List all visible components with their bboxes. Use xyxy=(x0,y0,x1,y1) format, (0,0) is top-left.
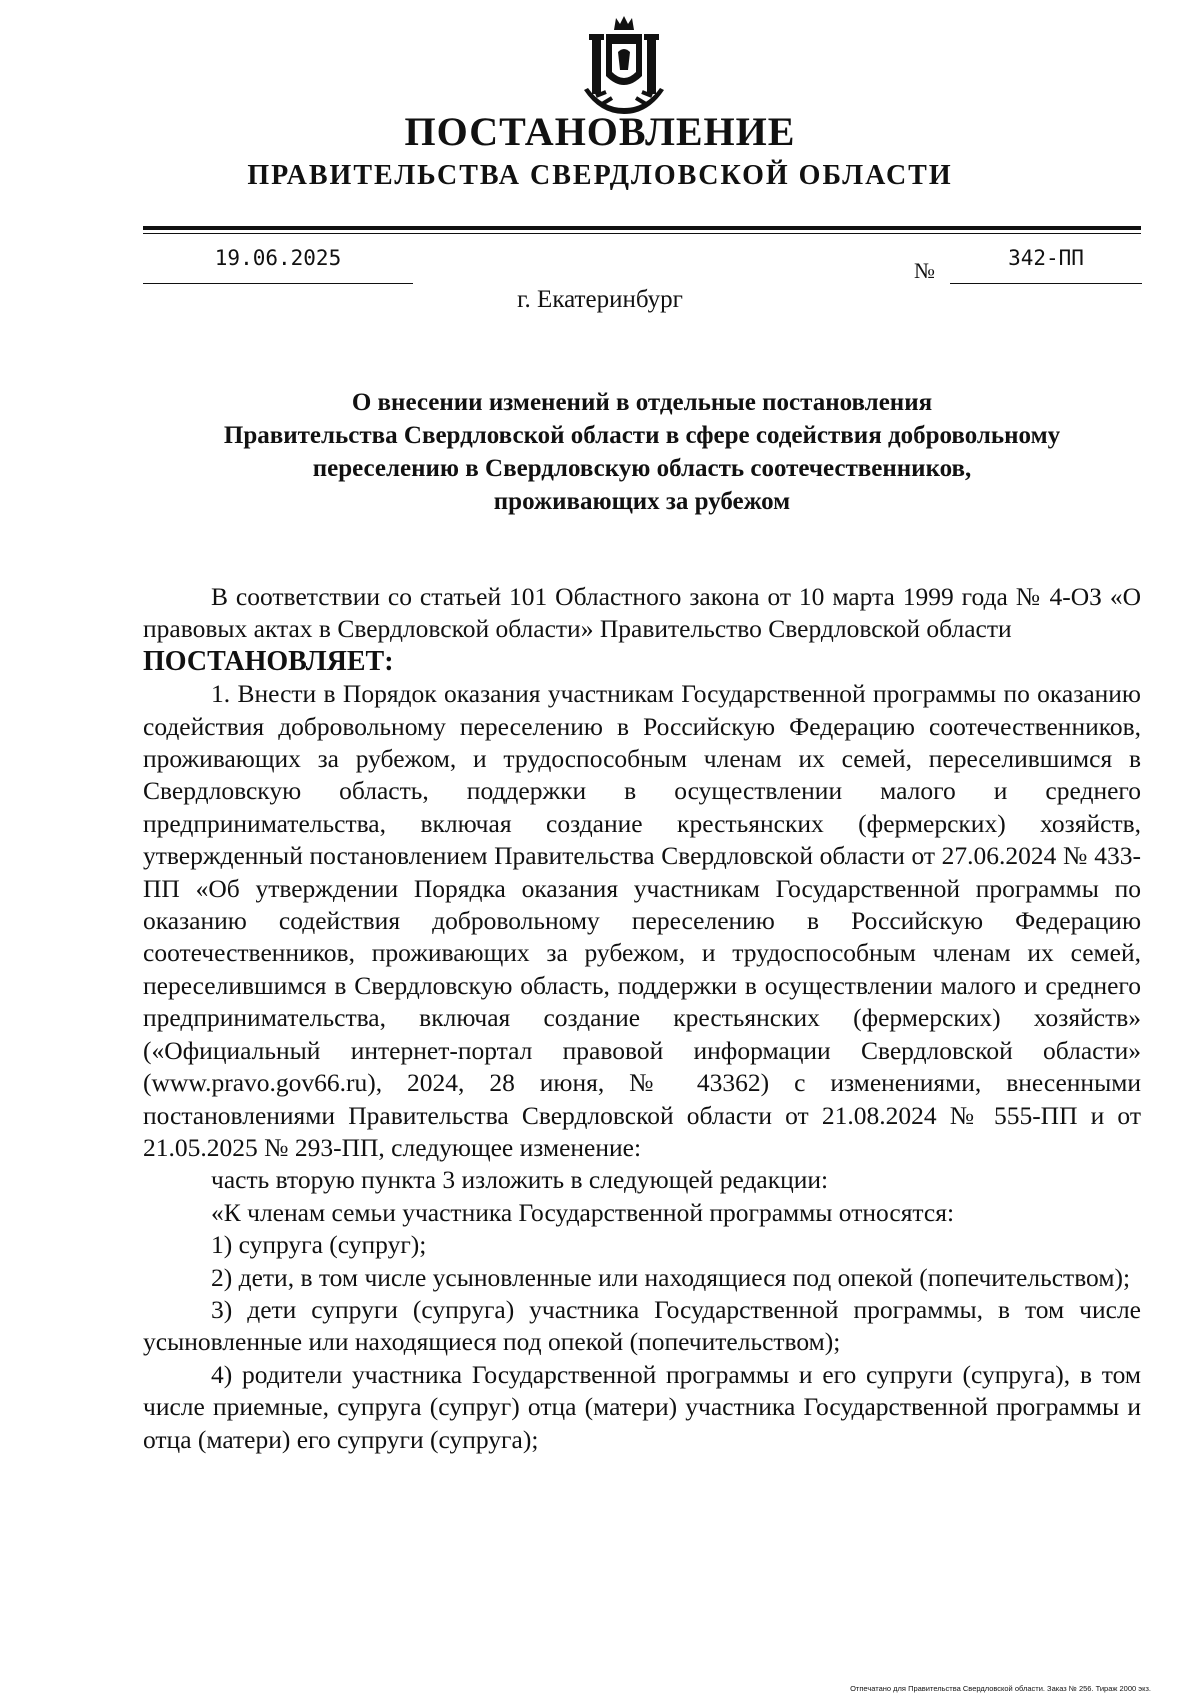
document-title: ПОСТАНОВЛЕНИЕ xyxy=(404,109,796,154)
document-date: 19.06.2025 xyxy=(143,246,413,284)
document-number: 342-ПП xyxy=(950,246,1142,284)
preamble-paragraph: В соответствии со статьей 101 Областного закона от 10 марта 1999 года № 4-ОЗ «О правовых актах в Свердловской области» Правительство Свердловской области xyxy=(143,582,1141,644)
list-item: 1) супруга (супруг); xyxy=(211,1230,427,1260)
heading-line: О внесении изменений в отдельные постановления xyxy=(351,389,933,416)
heading-line: проживающих за рубежом xyxy=(493,488,791,515)
document-body xyxy=(143,581,1141,1456)
paragraph-1: 1. Внести в Порядок оказания участникам Государственной программы по оказанию содействия добровольному переселению в Российскую Федерацию соотечественников, проживающих за рубежом, и трудоспособным членам их семей, переселившимся в Свердловскую область, поддержки в осуществлении малого и среднего предпринимательства, включая создание крестьянских (фермерских) хозяйств, утвержденный постановлением Правительства Свердловской области от 27.06.2024 № 433-ПП «Об утверждении Порядка оказания участникам Государственной программы по оказанию содействия добровольному переселению в Российскую Федерацию соотечественников, проживающих за рубежом, и трудоспособным членам их семей, переселившимся в Свердловскую область, поддержки в осуществлении малого и среднего предпринимательства, включая создание крестьянских (фермерских) хозяйств» («Официальный интернет-портал правовой информации Свердловской области» (www.pravo.gov66.ru), 2024, 28 июня, № 43362) с изменениями, внесенными постановлениями Правительства Свердловской области от 21.08.2024 № 555-ПП и от 21.05.2025 № 293-ПП, следующее изменение: xyxy=(143,679,1141,1162)
heading-line: переселению в Свердловскую область соотечественников, xyxy=(312,455,972,482)
paragraph-2: часть вторую пункта 3 изложить в следующей редакции: xyxy=(211,1165,829,1195)
number-sign: № xyxy=(914,258,935,283)
document-heading xyxy=(143,386,1141,518)
resolve-heading: ПОСТАНОВЛЯЕТ: xyxy=(143,645,394,677)
city-label: г. Екатеринбург xyxy=(517,286,683,313)
paragraph-3: «К членам семьи участника Государственной программы относятся: xyxy=(211,1197,955,1227)
coat-of-arms-icon xyxy=(576,14,672,120)
header-rule-thick xyxy=(143,226,1141,230)
list-item: 4) родители участника Государственной программы и его супруги (супруга), в том числе приемные, супруга (супруг) отца (матери) участника Государственной программы и отца (матери) его супруги (супруга); xyxy=(143,1359,1141,1454)
heading-line: Правительства Свердловской области в сфере содействия добровольному xyxy=(223,422,1061,449)
print-note: Отпечатано для Правительства Свердловской области. Заказ № 256. Тираж 2000 экз. xyxy=(850,1684,1151,1693)
document-subtitle: ПРАВИТЕЛЬСТВА СВЕРДЛОВСКОЙ ОБЛАСТИ xyxy=(247,160,953,191)
list-item: 3) дети супруги (супруга) участника Государственной программы, в том числе усыновленные или находящиеся под опекой (попечительством); xyxy=(143,1294,1141,1357)
header-rule-thin xyxy=(143,233,1141,234)
list-item: 2) дети, в том числе усыновленные или находящиеся под опекой (попечительством); xyxy=(211,1262,1131,1292)
